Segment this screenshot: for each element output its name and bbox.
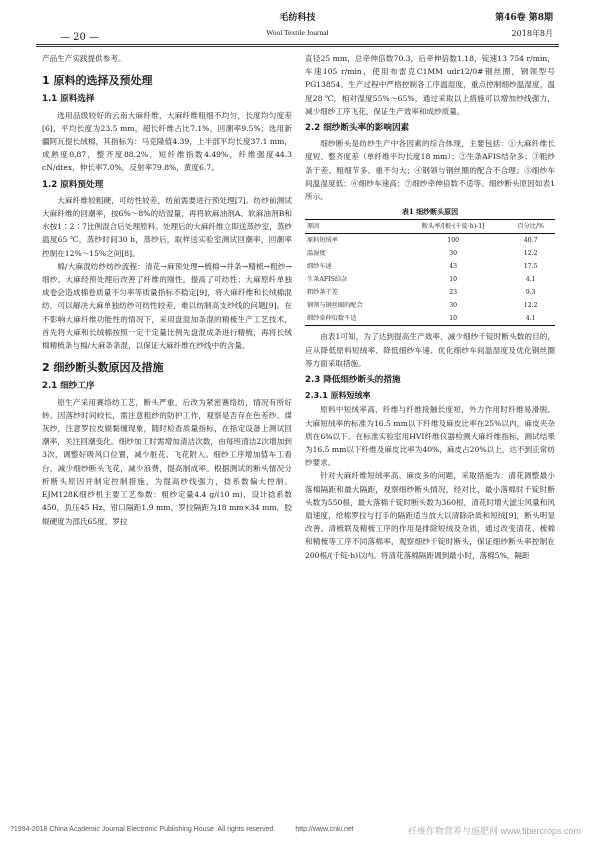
section-2-3-heading: 2.3 降低细纱断头的措施 — [305, 375, 401, 386]
table-cell-percent: 9.3 — [525, 289, 536, 297]
journal-title-cn: 毛纺科技 — [279, 13, 316, 23]
page-header — [36, 6, 559, 46]
page-number: — 20 — — [60, 32, 100, 43]
table-cell-rate: 10 — [449, 276, 458, 284]
table-cell-percent: 4.1 — [525, 276, 536, 284]
watermark: 纤维作物营养与施肥网 www.fibercrops.com — [407, 826, 581, 836]
table-cell-cause: 粗纱条干差 — [307, 289, 338, 297]
paragraph-spinning-process: 原生产采用赛络纺工艺，断头严重，后改为紧密赛络纺，情况有所好转。因落纱时间较长，需注意粗纱的防护工作，观察是否存在色差纱、煤灰纱，注意罗拉皮辊黏缠现象，随时检查质量指标，在指定设备上测试回潮率，关注回潮变化。细纱加工时需增加清洁次数，由每班清洁2次增加到3次，调整好吸风口位置，减少脏花、飞花附入。细纱工序增加值车工看台，减少细纱断头飞花，减少浪费，提高制成率。根据测试的断头情况分析断头原因并制定控制措施，为提高纱线强力，捻系数偏大控制。EJM128K细纱机主要工艺参数：粗纱定量4.4 g/(10 m)，设计捻系数450，负压45 Hz，钳口隔距1.9 mm，罗拉隔距为18 mm×34 mm，胶辊硬度为邵氏65度，罗拉 — [42, 397, 292, 526]
paragraph-short-fiber: 原料中短绒率高，纤维与纤维接触长度短，外力作用时纤维易滑脱。大麻短绒率的标准为16.5 mm以下纤维及麻皮比率在25%以内，麻皮夹杂质在6%以下。在标准实验室用HVI纤维仪器检测大麻纤维指标，测试结果为16.5 mm以下纤维及麻皮比率为40%，麻皮占20%以上，达不到正常纺纱要求。 — [305, 405, 555, 468]
left-column — [42, 52, 292, 528]
right-column — [305, 52, 555, 562]
table-cell-percent: 17.5 — [523, 263, 538, 271]
table-row — [305, 286, 555, 299]
table-cell-rate: 23 — [449, 289, 458, 297]
table-cell-cause: 钢领与钢丝圈的配合 — [307, 302, 363, 310]
section-2-3-1-heading: 2.3.1 原料短绒率 — [305, 391, 371, 401]
section-1-2-heading: 1.2 原料预处理 — [42, 179, 104, 190]
table-cell-rate: 10 — [400, 312, 506, 326]
breakage-causes-table — [305, 219, 555, 326]
copyright-notice: ?1994-2018 China Academic Journal Electronic Publishing House. All rights reserved. — [10, 826, 276, 833]
table-cell-cause: 细纱车速 — [307, 263, 332, 271]
section-2-heading: 2 细纱断头数原因及措施 — [42, 361, 164, 375]
table-row — [305, 273, 555, 286]
paragraph-table-analysis: 由表1可知，为了达到提高生产效率、减少细纱千锭时断头数的目的，应从降低原料短绒率、降低细纱车速、优化细纱车间温湿度及优化钢丝圈等方面采取措施。 — [305, 332, 555, 368]
table-cell-percent: 12.2 — [523, 302, 538, 310]
cnki-link[interactable]: http://www.cnki.net — [295, 826, 354, 833]
paragraph-parameters-cont: 直径25 mm，总牵伸倍数70.3，后牵伸倍数1.18，锭速13 754 r/min，车速105 r/min，使用布雷克C1MM udr12/0#钢丝圈，钢领型号PG13854。生产过程中严格控制各工序温湿度，重点控制细纱温湿度，温度28 ℃，相对湿度55%～65%，通过采取以上措施可以增加纱线强力，减少细纱工序飞花，保证生产效率和成纱质量。 — [305, 54, 555, 116]
table-cell-rate: 30 — [449, 302, 458, 310]
paragraph-factors: 细纱断头是纺纱生产中各因素的综合体现，主要包括：①大麻纤维长度短、整齐度差（单纤维平均长度18 mm）；②生条AFIS结杂多；③粗纱条干差、粗细节多、重不匀大；④钢领与钢丝圈的配合不合理；⑤细纱车间温湿度低；⑥细纱车速高；⑦细纱牵伸倍数不适等。细纱断头原因如表1所示。 — [305, 139, 555, 202]
table-header-cause: 原因 — [305, 220, 400, 234]
table-header-row — [305, 220, 555, 234]
table-title: 表1 细纱断头原因 — [401, 207, 459, 217]
table-cell-percent: 40.7 — [523, 237, 538, 245]
intro-line: 产品生产实践提供参考。 — [42, 54, 126, 63]
page-footer — [10, 826, 585, 836]
section-1-heading: 1 原料的选择及预处理 — [42, 74, 153, 88]
journal-title-en: Wool Textile Journal — [266, 28, 329, 37]
table-cell-rate: 30 — [449, 250, 458, 258]
paragraph-pretreatment: 大麻纤维较粗硬，可纺性较差，纺前需要进行预处理[7]。纺纱前测试大麻纤维的回潮率，按6%～8%的给湿量，再将软麻油剂A、软麻油剂B和水按1∶2∶7比例混合后处理原料。处理后的大麻纤维立即送蒸纱室，蒸纱温度65 ℃，蒸纱时间30 h，蒸纱后，取样送实验室测试回潮率，回潮率控制在12%～15%之间[8]。 — [42, 195, 292, 258]
paragraph-process-flow: 棉/大麻混纺纱纺纱流程：清花→麻预处理→梳棉→并条→精梳→粗纱→细纱。大麻经预处理后改善了纤维的刚性，提高了可纺性；大麻原纤单独成卷会造成棉卷质量不匀率等质量指标不稳定[9]，将大麻纤维和长绒棉混纺，可以解决大麻单独纺纱可纺性较差，难以纺制高支纱线的问题[9]。在不影响大麻纤维功能性的情况下，采用盘混加条混的精梳生产工艺技术，首先将大麻和长绒棉按照一定干定量比例先盘混成条进行精梳，再将长绒棉精梳条与棉/大麻条条混，以保证大麻纤维在纱线中的含量。 — [42, 261, 292, 351]
section-2-2-heading: 2.2 细纱断头率的影响因素 — [305, 123, 410, 134]
table-header-percent: 百分比/% — [506, 220, 555, 234]
table-header-rate: 断头率/[根·(千锭·h)-1] — [400, 220, 506, 234]
table-row — [305, 299, 555, 312]
table-cell-cause: 原料短绒率 — [307, 237, 338, 245]
header-rule-thin — [36, 46, 559, 47]
table-cell-rate: 43 — [449, 263, 458, 271]
table-cell-rate: 100 — [447, 237, 460, 245]
table-row — [305, 260, 555, 273]
table-cell-percent: 12.2 — [523, 250, 538, 258]
table-row — [305, 247, 555, 260]
paragraph-measures: 针对大麻纤维短绒率高、麻皮多的问题，采取措施为：清花调整最小落棉隔距和最大隔距，观察细纱断头情况，经对比，最小落棉时千锭时断头数为550根，最大落棉千锭时断头数为360根，清花时增大滤尘风量和风扇速度，给棉罗拉与打手的隔距适当放大以清除杂质和短绒[9]，断头明显改善。清梳联及精梳工序的作用是排除短绒及杂质，通过改变清花、梳棉和精梳等工序不同落棉率，观察细纱千锭时断头，保证细纱断头率控制在200根/(千锭·h)以内。将清花落棉隔距调到最小时，落棉5%，隔距 — [305, 471, 555, 560]
table-row — [305, 234, 555, 248]
table-cell-percent: 4.1 — [506, 312, 555, 326]
issue-date: 2018年8月 — [511, 29, 553, 38]
section-1-1-heading: 1.1 原料选择 — [42, 94, 95, 105]
table-row — [305, 312, 555, 326]
volume-issue: 第46卷 第8期 — [495, 13, 553, 23]
header-rule — [36, 44, 559, 45]
paragraph-raw-materials: 选用品级较好的云南大麻纤维，大麻纤维粗细不均匀，长度均匀度差[6]，平均长度为23.5 mm，超长纤维占比7.1%，回潮率9.5%；选用新疆阿瓦提长绒棉，其指标为：马克隆值4.39，上半部平均长度37.1 mm，成熟度0.87，整齐度88.2%，短纤维指数4.49%，纤维强度44.3 cN/dtex，伸长率7.0%，反射率79.8%，黄度6.7。 — [42, 110, 292, 173]
table-cell-cause: 生条AFIS结杂 — [307, 276, 348, 284]
table-cell-cause: 细纱牵伸倍数不适 — [305, 312, 400, 326]
table-cell-cause: 温湿度 — [307, 250, 326, 258]
section-2-1-heading: 2.1 细纱工序 — [42, 381, 95, 392]
